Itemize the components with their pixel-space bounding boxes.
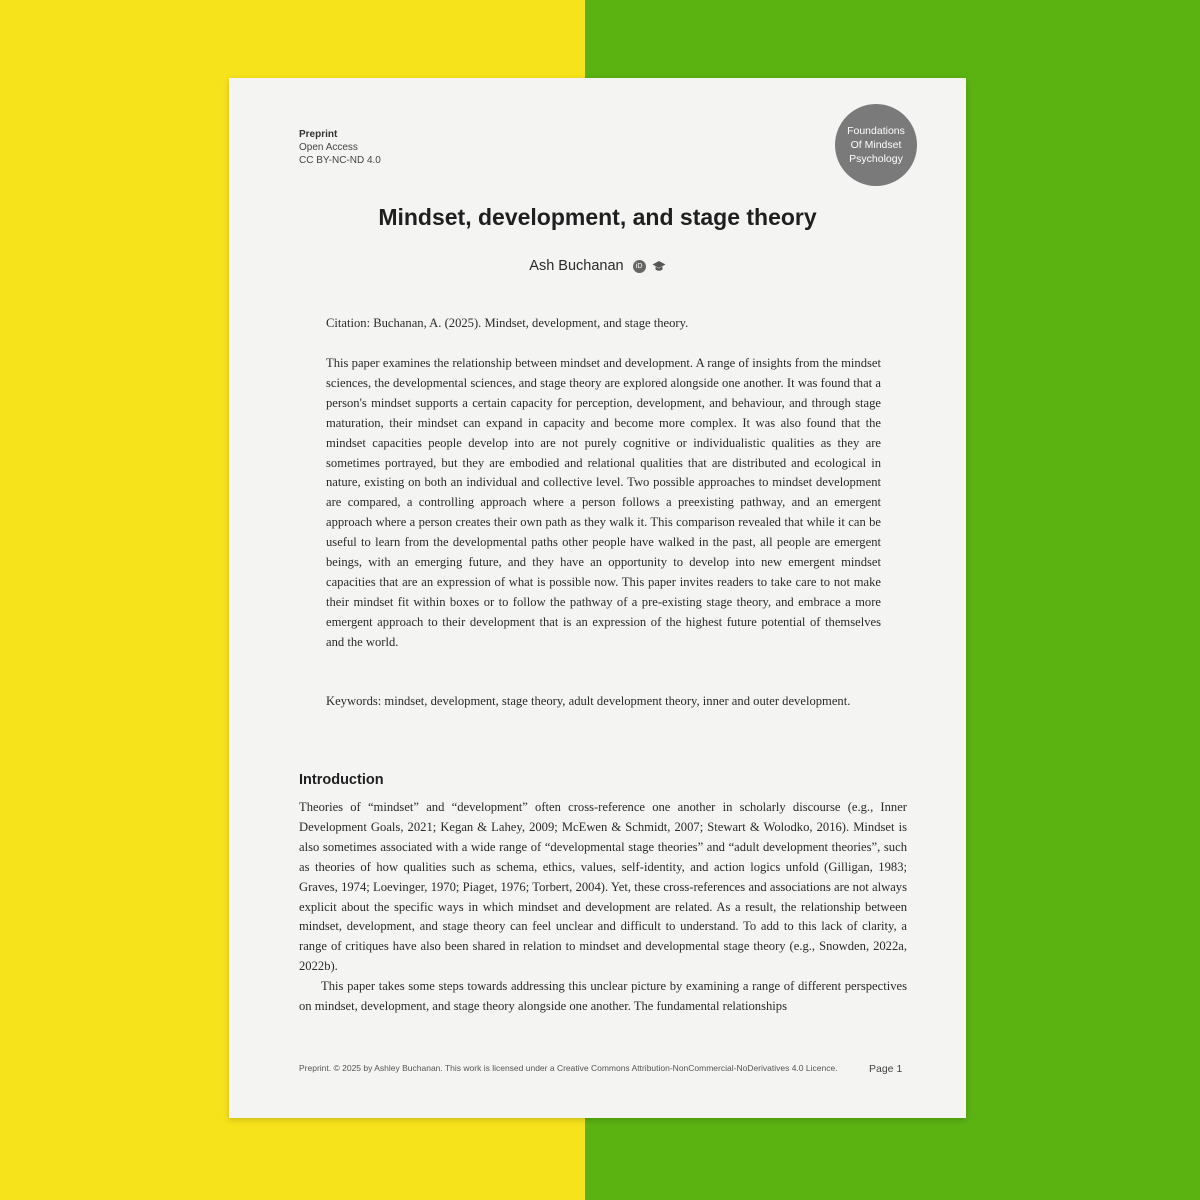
license-label: CC BY-NC-ND 4.0 <box>299 155 381 166</box>
graduation-cap-icon[interactable] <box>652 260 666 273</box>
paper-page <box>229 78 966 1118</box>
series-badge <box>835 104 917 186</box>
footer-license: Preprint. © 2025 by Ashley Buchanan. This work is licensed under a Creative Commons Attribution-NonCommercial-NoDerivatives 4.0 Licence. <box>299 1063 838 1073</box>
preprint-label: Preprint <box>299 129 338 140</box>
author-line <box>229 258 966 274</box>
intro-paragraph-1: Theories of “mindset” and “development” often cross-reference one another in scholarly discourse (e.g., Inner Development Goals, 2021; Kegan & Lahey, 2009; McEwen & Schmidt, 2007; Stewart & Wolodko, 2016). Mindset is also sometimes associated with a wide range of “developmental stage theories” and “adult development theories”, such as theories of how qualities such as schema, ethics, values, self-identity, and action logics unfold (Gilligan, 1983; Graves, 1974; Loevinger, 1970; Piaget, 1976; Torbert, 2004). Yet, these cross-references and associations are not always explicit about the specific ways in which mindset and development are related. As a result, the relationship between mindset, development, and stage theory can feel unclear and difficult to understand. To add to this lack of clarity, a range of critiques have also been shared in relation to mindset and developmental stage theory (e.g., Snowden, 2022a, 2022b). <box>299 800 907 974</box>
abstract: This paper examines the relationship between mindset and development. A range of insights from the mindset sciences, the developmental sciences, and stage theory are explored alongside one another. It was found that a person's mindset supports a certain capacity for perception, development, and behaviour, and through stage maturation, their mindset can expand in capacity and become more complex. It was also found that the mindset capacities people develop into are not purely cognitive or individualistic qualities as they are sometimes portrayed, but they are embodied and relational qualities that are distributed and ecological in nature, existing on both an individual and collective level. Two possible approaches to mindset development are compared, a controlling approach where a person follows a preexisting pathway, and an emergent approach where a person creates their own path as they walk it. This comparison revealed that while it can be useful to learn from the developmental paths other people have walked in the past, all people are emergent beings, with an emerging future, and they have an opportunity to develop into new emergent mindset capacities that are an expression of what is possible now. This paper invites readers to take care to not make their mindset fit within boxes or to follow the pathway of a pre-existing stage theory, and embrace a more emergent approach to their development that is an expression of the highest future potential of themselves and the world. <box>326 356 881 649</box>
introduction-body <box>299 798 907 1017</box>
intro-paragraph-2: This paper takes some steps towards addressing this unclear picture by examining a range of different perspectives on mindset, development, and stage theory alongside one another. The fundamental relationships <box>299 979 907 1014</box>
badge-line-3: Psychology <box>849 153 903 165</box>
badge-line-1: Foundations <box>847 125 905 137</box>
section-heading-introduction: Introduction <box>299 772 384 788</box>
open-access-label: Open Access <box>299 142 358 153</box>
header-meta <box>299 128 381 167</box>
orcid-icon[interactable]: iD <box>633 260 646 273</box>
author-name: Ash Buchanan <box>529 258 624 274</box>
keywords: Keywords: mindset, development, stage theory, adult development theory, inner and outer development. <box>326 694 851 708</box>
citation: Citation: Buchanan, A. (2025). Mindset, development, and stage theory. <box>326 316 689 330</box>
page-number: Page 1 <box>869 1063 903 1075</box>
badge-line-2: Of Mindset <box>850 139 902 151</box>
paper-title: Mindset, development, and stage theory <box>378 204 817 230</box>
